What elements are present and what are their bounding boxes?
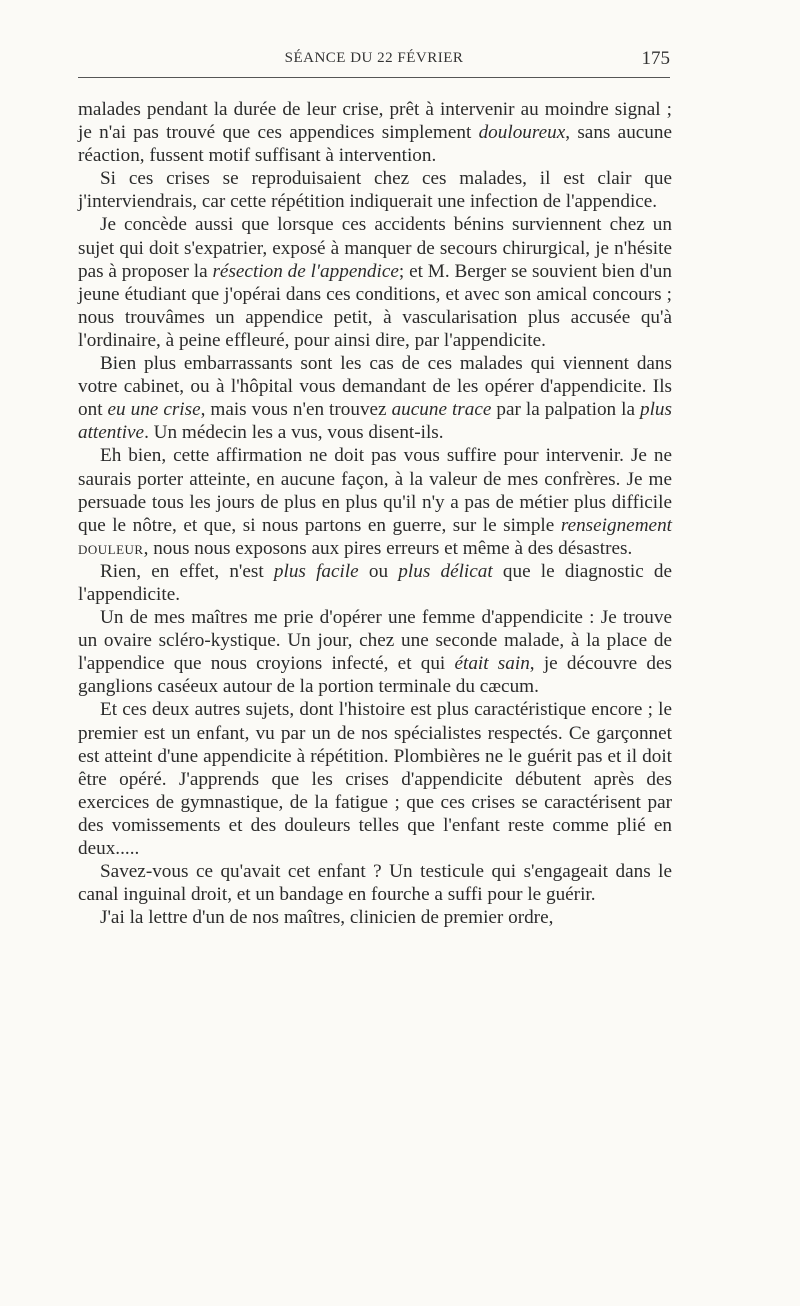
text-run: Rien, en effet, n'est	[100, 560, 274, 582]
running-head: SÉANCE DU 22 FÉVRIER	[284, 50, 464, 66]
italic-text: plus attentive	[78, 399, 672, 444]
italic-text: aucune trace	[391, 399, 492, 421]
paragraph	[78, 906, 672, 929]
paragraph	[78, 444, 672, 559]
text-run: , je découvre des ganglions caséeux autour de la portion terminale du cæcum.	[78, 653, 672, 698]
page-number: 175	[641, 48, 670, 69]
text-run: Un de mes maîtres me prie d'opérer une femme d'appendicite : Je trouve un ovaire scléro-kystique. Un jour, chez une seconde malade, à la place de l'appendice que nous croyions infecté, et qui	[78, 607, 672, 675]
text-run: que le diagnostic de l'appendicite.	[78, 560, 673, 605]
text-run: Eh bien, cette affirmation ne doit pas vous suffire pour intervenir. Je ne saurais porter atteinte, en aucune façon, à la valeur de mes confrères. Je me persuade tous les jours de plus en plus qu'il n'y a pas de métier plus difficile que le nôtre, et que, si nous partons en guerre, sur le simple	[78, 445, 672, 536]
header-rule	[78, 77, 670, 78]
italic-text: était sain	[454, 653, 530, 675]
text-run: J'ai la lettre d'un de nos maîtres, clinicien de premier ordre,	[100, 907, 554, 929]
paragraph	[78, 560, 672, 606]
italic-text: plus facile	[273, 560, 359, 582]
paragraph	[78, 352, 672, 444]
text-run: ou	[358, 560, 399, 582]
italic-text: eu une crise	[107, 399, 201, 421]
text-run: Je concède aussi que lorsque ces accidents bénins surviennent chez un sujet qui doit s'expatrier, exposé à manquer de secours chirurgical, je n'hésite pas à proposer la	[78, 214, 672, 282]
page-header	[78, 48, 670, 76]
text-run: , sans aucune réaction, fussent motif suffisant à intervention.	[78, 122, 673, 167]
paragraph	[78, 606, 672, 698]
italic-text: renseignement	[560, 514, 672, 536]
paragraph	[78, 98, 672, 167]
text-run: , nous nous exposons aux pires erreurs et même à des désastres.	[143, 537, 633, 559]
text-run: , mais vous n'en trouvez	[200, 399, 392, 421]
text-run: Si ces crises se reproduisaient chez ces malades, il est clair que j'interviendrais, car cette répétition indiquerait une infection de l'appendice.	[78, 168, 672, 213]
body-text	[78, 98, 672, 929]
paragraph	[78, 167, 672, 213]
paragraph	[78, 698, 672, 860]
text-run: Savez-vous ce qu'avait cet enfant ? Un testicule qui s'engageait dans le canal inguinal droit, et un bandage en fourche a suffi pour le guérir.	[78, 861, 672, 906]
italic-text: plus délicat	[398, 560, 493, 582]
text-run: . Un médecin les a vus, vous disent-ils.	[144, 422, 444, 444]
text-run: malades pendant la durée de leur crise, prêt à intervenir au moindre signal ; je n'ai pas trouvé que ces appendices simplement	[78, 99, 672, 144]
smallcaps-text: douleur	[78, 537, 144, 559]
text-run: ; et M. Berger se souvient bien d'un jeune étudiant que j'opérai dans ces conditions, et avec son amical concours ; nous trouvâmes un appendice petit, à vascularisation plus accusée qu'à l'ordinaire, à peine effleuré, pour ainsi dire, par l'appendicite.	[78, 260, 672, 351]
paragraph	[78, 213, 672, 352]
italic-text: douloureux	[478, 122, 566, 144]
italic-text: résection de l'appendice	[212, 260, 399, 282]
text-run: Bien plus embarrassants sont les cas de ces malades qui viennent dans votre cabinet, ou à l'hôpital vous demandant de les opérer d'appendicite. Ils ont	[78, 353, 672, 421]
paragraph	[78, 860, 672, 906]
text-run: Et ces deux autres sujets, dont l'histoire est plus caractéristique encore ; le premier est un enfant, vu par un de nos spécialistes respectés. Ce garçonnet est atteint d'une appendicite à répétition. Plombières ne le guérit pas et il doit être opéré. J'apprends que les crises d'appendicite débutent après des exercices de gymnastique, de la fatigue ; que ces crises se caractérisent par des vomissements et des douleurs telles que l'enfant reste comme plié en deux.....	[78, 699, 672, 859]
text-run: par la palpation la	[491, 399, 640, 421]
